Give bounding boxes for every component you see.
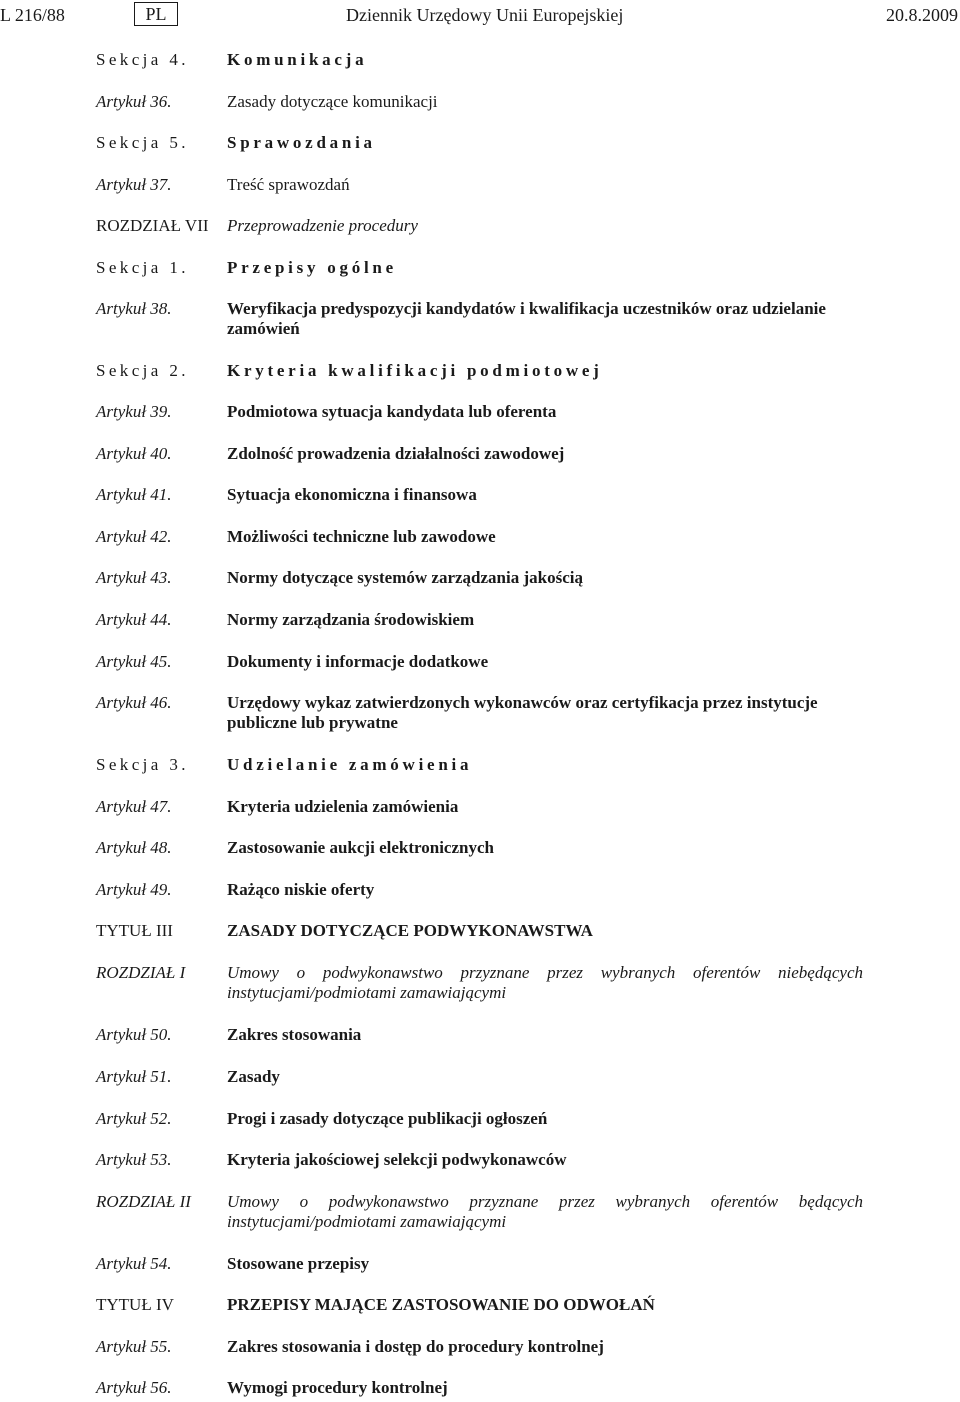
toc-entry-label: Artykuł 56. xyxy=(96,1378,172,1397)
toc-entry-label: TYTUŁ III xyxy=(96,921,173,940)
toc-entry-label: Artykuł 50. xyxy=(96,1025,172,1044)
toc-entry-title: ZASADY DOTYCZĄCE PODWYKONAWSTWA xyxy=(227,921,593,940)
toc-entry-title: Podmiotowa sytuacja kandydata lub oferenta xyxy=(227,402,557,421)
toc-entry-title: Umowy o podwykonawstwo przyznane przez wybranych oferentów będących instytucjami/podmiotami zamawiającymi xyxy=(227,1192,863,1231)
toc-entry-title: Przeprowadzenie procedury xyxy=(227,216,418,235)
toc-entry-title: Zasady dotyczące komunikacji xyxy=(227,92,438,111)
publication-date: 20.8.2009 xyxy=(886,5,958,25)
page-reference: L 216/88 xyxy=(0,5,65,25)
toc-entry-title: Przepisy ogólne xyxy=(227,258,397,277)
toc-entry-title: Normy zarządzania środowiskiem xyxy=(227,610,475,629)
toc-entry-label: Sekcja 3. xyxy=(96,755,189,774)
toc-entry-title: Normy dotyczące systemów zarządzania jakością xyxy=(227,568,583,587)
toc-entry-label: Artykuł 40. xyxy=(96,444,172,463)
toc-entry-title: Kryteria udzielenia zamówienia xyxy=(227,797,459,816)
toc-entry-label: Artykuł 46. xyxy=(96,693,172,712)
toc-entry-label: Sekcja 2. xyxy=(96,361,189,380)
toc-entry-title: Zasady xyxy=(227,1067,280,1086)
toc-entry-title: Treść sprawozdań xyxy=(227,175,350,194)
toc-entry-title: Progi i zasady dotyczące publikacji ogłoszeń xyxy=(227,1109,548,1128)
toc-entry-label: Artykuł 45. xyxy=(96,652,172,671)
toc-entry-label: Artykuł 48. xyxy=(96,838,172,857)
toc-entry-label: Artykuł 42. xyxy=(96,527,172,546)
toc-entry-label: ROZDZIAŁ VII xyxy=(96,216,209,235)
toc-entry-title: Zdolność prowadzenia działalności zawodowej xyxy=(227,444,565,463)
toc-entry-label: Artykuł 38. xyxy=(96,299,172,318)
toc-entry-label: Artykuł 52. xyxy=(96,1109,172,1128)
toc-entry-title: Zastosowanie aukcji elektronicznych xyxy=(227,838,494,857)
toc-entry-title: Sytuacja ekonomiczna i finansowa xyxy=(227,485,477,504)
toc-entry-label: Artykuł 53. xyxy=(96,1150,172,1169)
toc-entry-label: Artykuł 39. xyxy=(96,402,172,421)
toc-entry-label: TYTUŁ IV xyxy=(96,1295,174,1314)
toc-entry-label: ROZDZIAŁ II xyxy=(96,1192,191,1211)
toc-entry-title: Kryteria jakościowej selekcji podwykonawców xyxy=(227,1150,567,1169)
toc-entry-title: Możliwości techniczne lub zawodowe xyxy=(227,527,496,546)
page-header xyxy=(0,2,960,28)
toc-entry-label: Sekcja 4. xyxy=(96,50,189,69)
toc-entry-label: Sekcja 5. xyxy=(96,133,189,152)
journal-title: Dziennik Urzędowy Unii Europejskiej xyxy=(346,5,624,25)
toc-entry-title: Udzielanie zamówienia xyxy=(227,755,473,774)
toc-entry-title: Sprawozdania xyxy=(227,133,376,152)
toc-entry-label: Artykuł 49. xyxy=(96,880,172,899)
toc-entry-title: Komunikacja xyxy=(227,50,368,69)
toc-entry-title: Stosowane przepisy xyxy=(227,1254,370,1273)
toc-entry-label: Sekcja 1. xyxy=(96,258,189,277)
toc-entry-label: Artykuł 43. xyxy=(96,568,172,587)
toc-entry-title: Wymogi procedury kontrolnej xyxy=(227,1378,448,1397)
toc-entry-title: Umowy o podwykonawstwo przyznane przez wybranych oferentów niebędących instytucjami/podmiotami zamawiającymi xyxy=(227,963,863,1002)
toc-entry-label: Artykuł 54. xyxy=(96,1254,172,1273)
toc-entry-label: Artykuł 41. xyxy=(96,485,172,504)
toc-entry-label: Artykuł 44. xyxy=(96,610,172,629)
toc-entry-label: Artykuł 37. xyxy=(96,175,172,194)
toc-entry-label: Artykuł 55. xyxy=(96,1337,172,1356)
language-badge: PL xyxy=(134,2,178,26)
toc-entry-title: Kryteria kwalifikacji podmiotowej xyxy=(227,361,603,380)
toc-entry-title: Zakres stosowania i dostęp do procedury kontrolnej xyxy=(227,1337,604,1356)
toc-entry-label: ROZDZIAŁ I xyxy=(96,963,186,982)
toc-entry-title: Dokumenty i informacje dodatkowe xyxy=(227,652,489,671)
toc-entry-title: Zakres stosowania xyxy=(227,1025,362,1044)
toc-entry-title: PRZEPISY MAJĄCE ZASTOSOWANIE DO ODWOŁAŃ xyxy=(227,1295,655,1314)
toc-entry-title: Weryfikacja predyspozycji kandydatów i kwalifikacja uczestników oraz udzielanie zamówień xyxy=(227,299,826,338)
toc-entry-title: Urzędowy wykaz zatwierdzonych wykonawców oraz certyfikacja przez instytucje publiczne lub prywatne xyxy=(227,693,818,732)
toc-entry-label: Artykuł 47. xyxy=(96,797,172,816)
toc-entry-label: Artykuł 51. xyxy=(96,1067,172,1086)
toc-entry-title: Rażąco niskie oferty xyxy=(227,880,375,899)
toc-entry-label: Artykuł 36. xyxy=(96,92,172,111)
